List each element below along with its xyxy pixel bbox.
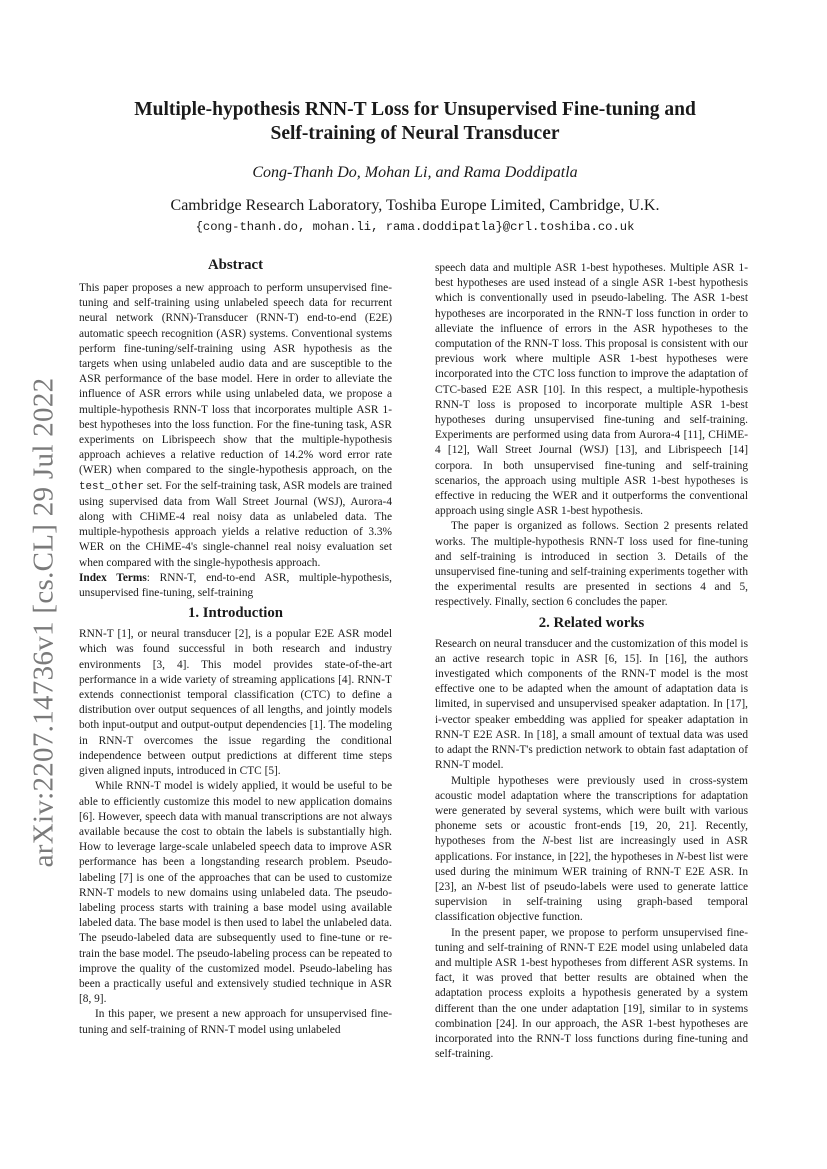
abstract-text-part-1: This paper proposes a new approach to perform unsupervised fine-tuning and self-training using unlabeled speech data for recurrent neural network (RNN)-Transducer (RNN-T) end-to-end (E2E) automatic speech recognition (ASR) systems. Conventional systems perform fine-tuning/self-training using ASR hypothesis as the targets when using unlabeled audio data and are susceptible to the ASR performance of the base model. Here in order to alleviate the influence of ASR errors while using unlabeled data, we propose a multiple-hypothesis RNN-T loss that incorporates multiple ASR 1-best hypotheses into the loss function. For the fine-tuning task, ASR experiments on Librispeech show that the multiple-hypothesis approach achieves a relative reduction of 14.2% word error rate (WER) when compared to the single-hypothesis approach, on the: [79, 282, 392, 477]
related-text: -best list are increasingly used in ASR applications. For instance, in [22], the hypotheses in: [435, 835, 748, 863]
section-heading-related-works: 2. Related works: [538, 614, 645, 631]
intro-paragraph: RNN-T [1], or neural transducer [2], is a popular E2E ASR model which was found successful in both research and industry environments [3, 4]. This model provides state-of-the-art performance in a wide variety of streaming applications [4]. RNN-T extends connectionist temporal classification (CTC) to define a distribution over output sequences of all lengths, and jointly models both input-output and output-output dependencies [1]. The modeling in RNN-T overcomes the issue regarding the conditional independence between output predictions at different time steps given aligned inputs, introduced in CTC [5].: [79, 628, 392, 778]
abstract-text-part-2: set. For the self-training task, ASR models are trained using supervised data from Wall Street Journal (WSJ), Aurora-4 along with CHiME-4 real noisy data as unlabeled data. The multiple-hypothesis approach yields a relative reduction of 3.3% WER on the CHiME-4's single-channel real noisy evaluation set when compared with the single-hypothesis approach.: [79, 479, 393, 569]
affiliation: Cambridge Research Laboratory, Toshiba Europe Limited, Cambridge, U.K.: [170, 197, 660, 214]
author-emails[interactable]: {cong-thanh.do, mohan.li, rama.doddipatla}@crl.toshiba.co.uk: [195, 220, 635, 234]
related-text: -best list of pseudo-labels were used to generate lattice supervision in self-training using graph-based temporal classification objective function.: [435, 880, 748, 924]
related-works-paragraph: In the present paper, we propose to perform unsupervised fine-tuning and self-training of RNN-T E2E model using unlabeled data and multiple ASR 1-best hypotheses from different ASR systems. In fact, it was proved that better results are obtained when the adaptation process exploits a hypothesis generated by a system different than the one under adaptation [19], similar to in systems combination [24]. In our approach, the ASR 1-best hypotheses are incorporated into the RNN-T loss functions during fine-tuning and self-training.: [435, 926, 748, 1061]
n-variable: N: [676, 850, 684, 863]
right-column: [435, 261, 748, 1062]
abstract-text: [79, 281, 392, 571]
abstract-heading: Abstract: [207, 257, 264, 273]
left-column: [79, 256, 392, 1038]
intro-paragraph: While RNN-T model is widely applied, it would be useful to be able to efficiently customize this model to new application domains [6]. However, speech data with manual transcriptions are not always available because the cost to obtain the labels is substantially high. How to leverage large-scale unlabeled speech data to improve ASR performance has been a longstanding research problem. Pseudo-labeling [7] is one of the approaches that can be used to customize RNN-T models to new domains using unlabeled data. The pseudo-labeling process starts with training a base model using available labeled data. The base model is then used to label the unlabeled data. The pseudo-labeled data are subsequently used to fine-tune or re-train the base model. The pseudo-labeling process can be repeated to improve the quality of the customized model. Pseudo-labeling has been a practically useful and extensively studied technique in ASR [8, 9].: [79, 780, 392, 1006]
arxiv-identifier-stamp[interactable]: [24, 372, 64, 872]
related-works-paragraph: [435, 774, 748, 926]
related-text: Multiple hypotheses were previously used in cross-system acoustic model adaptation where the transcriptions for adaptation were generated by several systems, which were built with various phoneme sets or acoustic front-ends [19, 20, 21]. Recently, hypotheses from the: [435, 774, 748, 848]
related-text: -best list were used during the minimum WER training of RNN-T E2E ASR. In [23], an: [435, 850, 748, 893]
intro-paragraph: In this paper, we present a new approach for unsupervised fine-tuning and self-training of RNN-T model using unlabeled: [79, 1008, 392, 1036]
n-variable: N: [476, 880, 485, 893]
paper-title: [90, 98, 740, 146]
index-terms-text: : RNN-T, end-to-end ASR, multiple-hypothesis, unsupervised fine-tuning, self-training: [79, 571, 392, 600]
n-variable: N: [542, 835, 550, 848]
intro-paragraph-organization: The paper is organized as follows. Section 2 presents related works. The multiple-hypothesis RNN-T loss used for fine-tuning and self-training is introduced in section 3. Details of the unsupervised fine-tuning and self-training experiments together with the experimental results are presented in sections 4 and 5, respectively. Finally, section 6 concludes the paper.: [435, 520, 748, 609]
author-list: Cong-Thanh Do, Mohan Li, and Rama Doddipatla: [252, 164, 578, 181]
index-terms-label: Index Terms: [79, 571, 147, 584]
arxiv-identifier-text: arXiv:2207.14736v1 [cs.CL] 29 Jul 2022: [27, 377, 60, 867]
index-terms: [79, 571, 392, 601]
intro-paragraph-continued: speech data and multiple ASR 1-best hypotheses. Multiple ASR 1-best hypotheses are used instead of a single ASR 1-best hypothesis which is conventionally used in pseudo-labeling. The ASR 1-best hypotheses are incorporated in the RNN-T loss function in order to alleviate the influence of errors in the ASR hypotheses to the computation of the RNN-T loss. This proposal is consistent with our previous work where multiple ASR 1-best hypotheses were incorporated into the CTC loss function to improve the adaptation of CTC-based E2E ASR [10]. In this respect, a multiple-hypothesis RNN-T loss is proposed to incorporate multiple ASR 1-best hypotheses during unsupervised fine-tuning and self-training. Experiments are performed using data from Aurora-4 [11], CHiME-4 [12], Wall Street Journal (WSJ) [13], and Librispeech [14] corpora. In both unsupervised fine-tuning and self-training scenarios, the approach using multiple ASR 1-best hypotheses is effective in reducing the WER and it outperforms the conventional approach using single ASR 1-best hypothesis.: [435, 262, 748, 518]
title-line-2: Self-training of Neural Transducer: [270, 123, 560, 144]
abstract-code-term: test_other: [79, 480, 144, 493]
title-line-1: Multiple-hypothesis RNN-T Loss for Unsupervised Fine-tuning and: [134, 99, 696, 120]
section-heading-introduction: 1. Introduction: [187, 605, 284, 622]
related-works-paragraph: Research on neural transducer and the customization of this model is an active research topic in ASR [6, 15]. In [16], the authors investigated which components of the RNN-T model is the most effective one to be adapted when the amount of adaptation data is limited, in supervised and unsupervised speaker adaptation. In [17], i-vector speaker embedding was applied for speaker adaptation in RNN-T E2E ASR. In [18], a small amount of textual data was used to adapt the RNN-T's prediction network to obtain fast adaptation of RNN-T model.: [435, 637, 748, 772]
